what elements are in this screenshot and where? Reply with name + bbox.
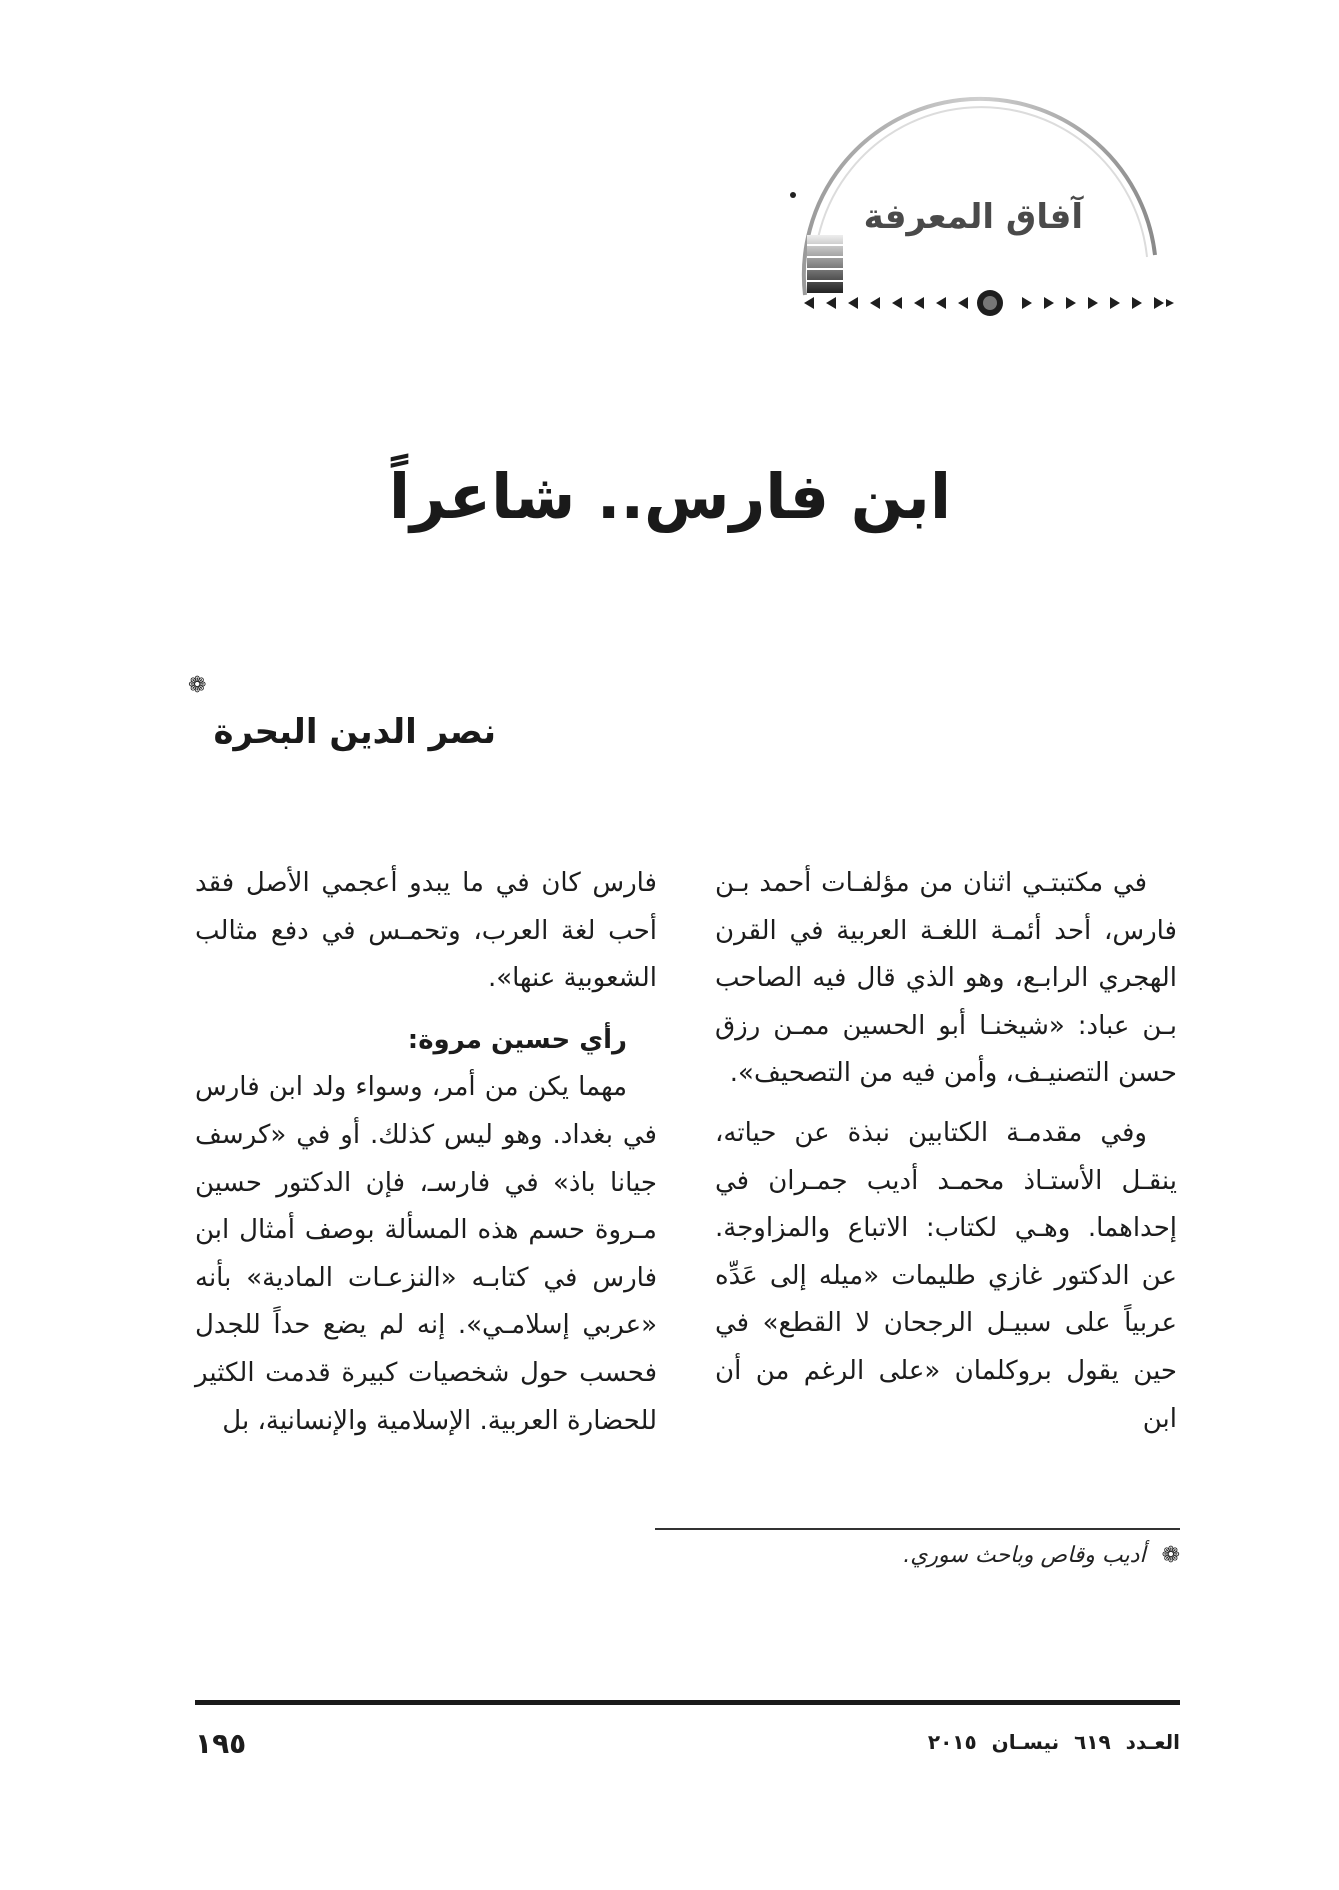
issue-info: العـدد ٦١٩ نيسـان ٢٠١٥ xyxy=(927,1730,1180,1754)
arrow-ornament-icon xyxy=(800,288,1180,318)
logo-stripe-block xyxy=(807,235,843,293)
footer-divider xyxy=(195,1700,1180,1705)
section-subheading: رأي حسين مروة: xyxy=(407,1024,627,1055)
column-left xyxy=(195,860,657,1445)
footnote-divider xyxy=(655,1528,1180,1530)
paragraph-intro: في مكتبتـي اثنان من مؤلفـات أحمد بـن فارس، أحد أئمـة اللغـة العربية في القرن الهجري الرابـع، وهو الذي قال فيه الصاحب بـن عباد: «شيخنـا أبو الحسين ممـن رزق حسن التصنيـف، وأمن فيه من التصحيف». xyxy=(715,868,1177,1089)
column-right xyxy=(715,860,1177,1443)
author-name: نصر الدين البحرة xyxy=(213,712,496,752)
logo-text: آفاق المعرفة xyxy=(863,197,1083,237)
paragraph-continuation: فارس كان في ما يبدو أعجمي الأصل فقد أحب لغة العرب، وتحمـس في دفع مثالب الشعوبية عنها». xyxy=(195,868,657,994)
footnote-text: أديب وقاص وباحث سوري. xyxy=(903,1543,1146,1568)
article-title: ابن فارس.. شاعراً xyxy=(388,460,952,533)
author-footnote xyxy=(700,1543,1180,1568)
paragraph-muruwwa: مهما يكن من أمر، وسواء ولد ابن فارس في بغداد. وهو ليس كذلك. أو في «كرسف جيانا باذ» في فارسـ، فإن الدكتور حسين مـروة حسم هذه المسألة بوصف أمثال ابن فارس في كتابـه «النزعـات المادية» بأنه «عربي إسلامـي». إنه لم يضع حداً للجدل فحسب حول شخصيات كبيرة قدمت الكثير للحضارة العربية. الإسلامية والإنسانية، بل xyxy=(195,1072,657,1436)
paragraph-biography: وفي مقدمـة الكتابين نبذة عن حياته، ينقـل الأستـاذ محمـد أديب جمـران في إحداهما. وهـي لكتاب: الاتباع والمزاوجة. عن الدكتور غازي طليمات «ميله إلى عَدِّه عربياً على سبيـل الرجحان لا القطع» في حين يقول بروكلمان «على الرغم من أن ابن xyxy=(715,1117,1177,1434)
author-flower-icon: ❁ xyxy=(188,673,207,698)
page-number: ١٩٥ xyxy=(195,1727,247,1760)
footnote-flower-icon: ❁ xyxy=(1161,1543,1180,1568)
